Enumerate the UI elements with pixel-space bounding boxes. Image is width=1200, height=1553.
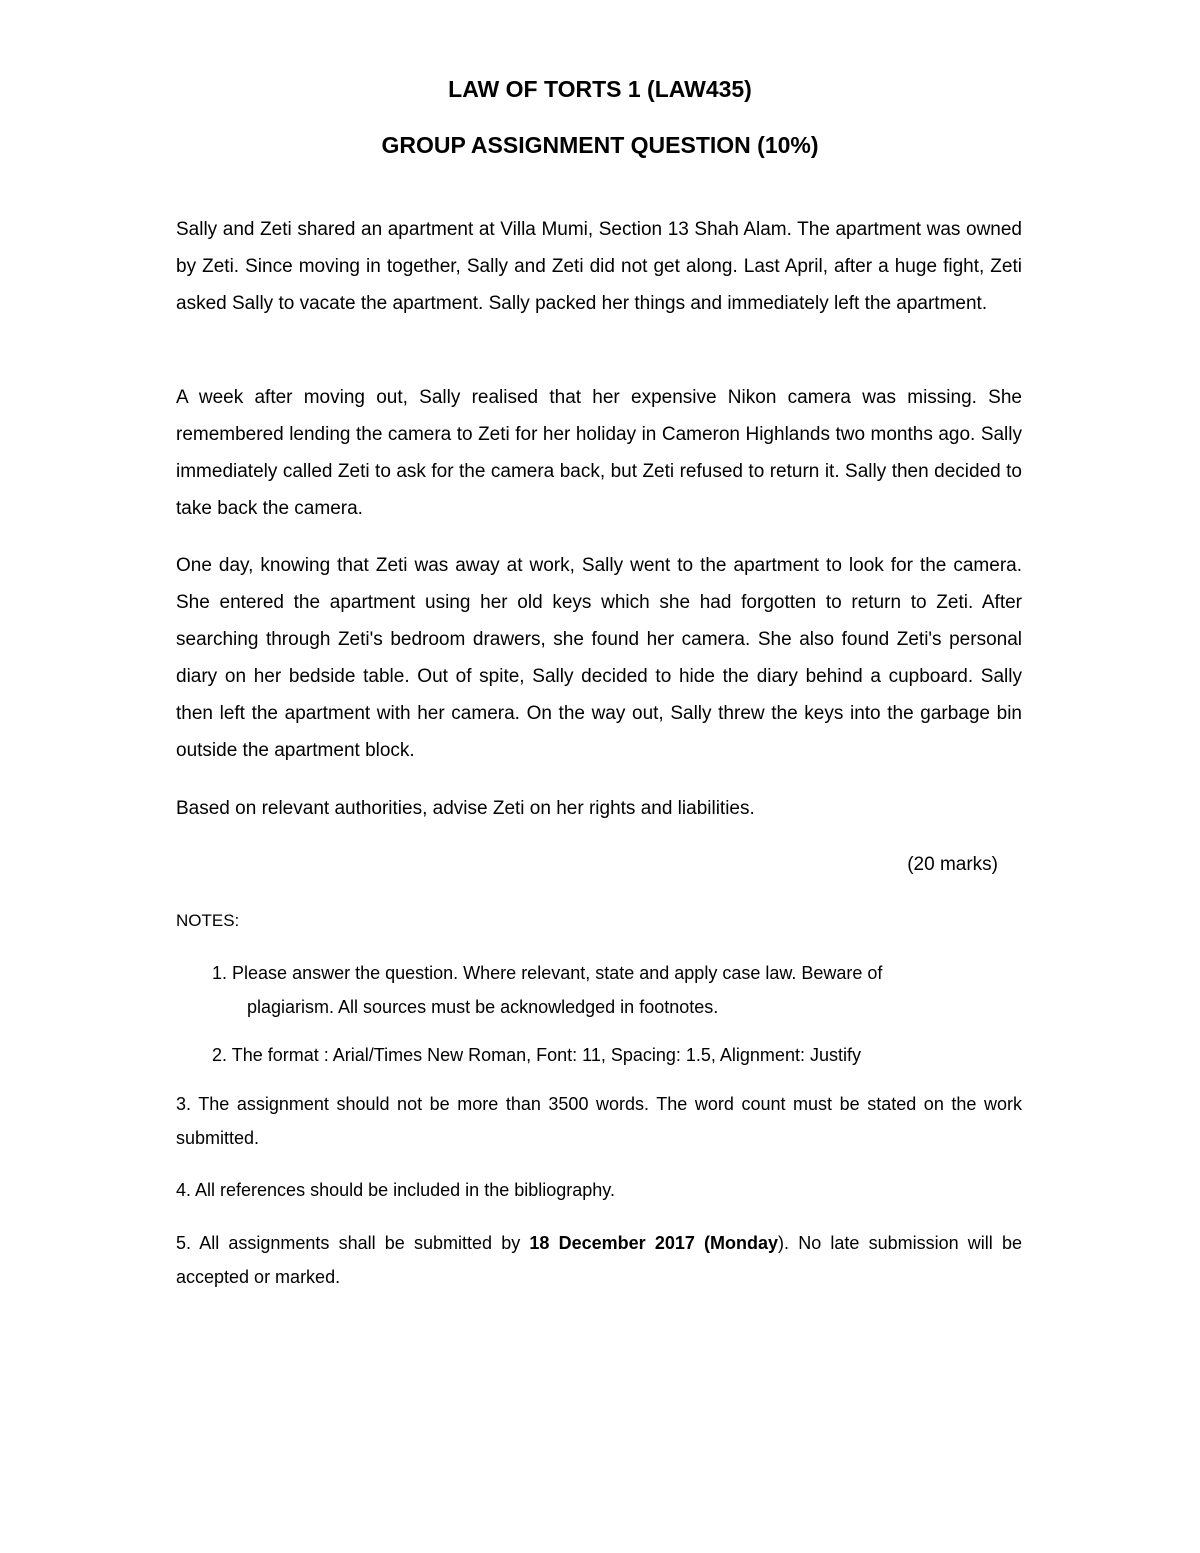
note-item-5 <box>176 1226 1022 1294</box>
paragraph-3 <box>176 547 1022 769</box>
notes-heading: NOTES: <box>176 911 240 930</box>
paragraph-text: One day, knowing that Zeti was away at work, Sally went to the apartment to look for the camera. She entered the apartment using her old keys which she had forgotten to return to Zeti. After searching through Zeti's bedroom drawers, she found her camera. She also found Zeti's personal diary on her bedside table. Out of spite, Sally decided to hide the diary behind a cupboard. Sally then left the apartment with her camera. On the way out, Sally threw the keys into the garbage bin outside the apartment block. <box>176 555 1022 761</box>
paragraph-2 <box>176 379 1022 527</box>
paragraph-text: Sally and Zeti shared an apartment at Villa Mumi, Section 13 Shah Alam. The apartment was owned by Zeti. Since moving in together, Sally and Zeti did not get along. Last April, after a huge fight, Zeti asked Sally to vacate the apartment. Sally packed her things and immediately left the apartment. <box>176 219 1022 314</box>
note-number: 1. <box>212 963 228 983</box>
note-text-before: 5. All assignments shall be submitted by <box>176 1233 530 1253</box>
note-item-3: 3. The assignment should not be more than 3500 words. The word count must be stated on the work submitted. <box>176 1094 1022 1148</box>
note-text: The format : Arial/Times New Roman, Font: 11, Spacing: 1.5, Alignment: Justify <box>231 1045 861 1065</box>
paragraph-text: Based on relevant authorities, advise Zeti on her rights and liabilities. <box>176 798 755 819</box>
document-subtitle: GROUP ASSIGNMENT QUESTION (10%) <box>381 132 819 158</box>
paragraph-4 <box>176 790 1022 827</box>
note-item-1 <box>212 956 1022 1024</box>
note-text-after: ). No late submission will be accepted or marked. <box>176 1233 1023 1287</box>
submission-deadline: 18 December 2017 (Monday <box>529 1233 779 1253</box>
note-item-2 <box>212 1038 1022 1072</box>
note-text-line-1: Please answer the question. Where relevant, state and apply case law. Beware of <box>232 963 883 983</box>
paragraph-1 <box>176 211 1022 322</box>
paragraph-text: A week after moving out, Sally realised that her expensive Nikon camera was missing. She remembered lending the camera to Zeti for her holiday in Cameron Highlands two months ago. Sally immediately called Zeti to ask for the camera back, but Zeti refused to return it. Sally then decided to take back the camera. <box>176 387 1022 519</box>
marks-label: (20 marks) <box>907 854 998 875</box>
note-item-4: 4. All references should be included in the bibliography. <box>176 1180 615 1200</box>
note-number: 2. <box>212 1045 228 1065</box>
document-title: LAW OF TORTS 1 (LAW435) <box>448 76 752 102</box>
note-text-line-2: plagiarism. All sources must be acknowledged in footnotes. <box>247 997 719 1017</box>
